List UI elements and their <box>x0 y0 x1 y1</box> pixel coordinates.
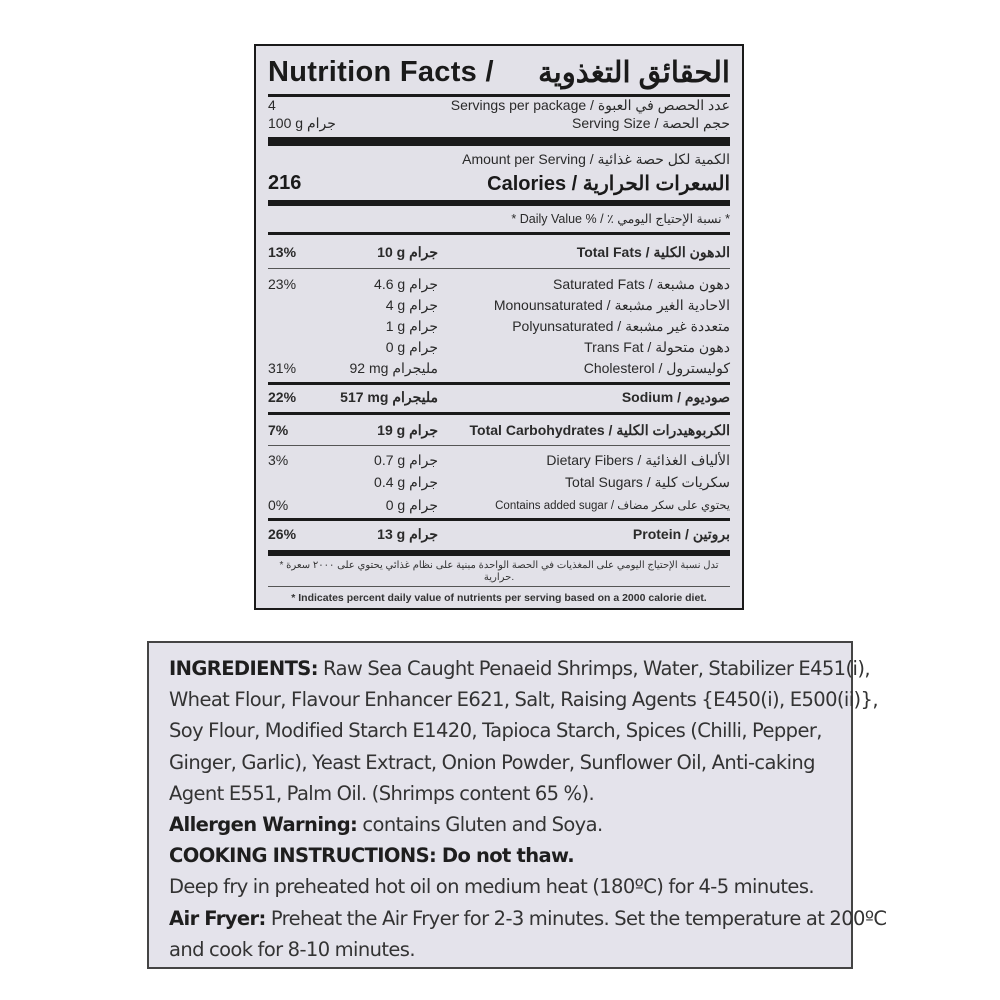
nutrient-label: Saturated Fats / دهون مشبعة <box>553 275 730 292</box>
nutrient-amount: 0 g جرام <box>385 338 438 355</box>
nutrient-amount: 4.6 g جرام <box>374 275 438 292</box>
divider <box>268 382 730 385</box>
nutrient-amount: 13 g جرام <box>377 525 438 542</box>
calories-value: 216 <box>268 171 302 194</box>
nutrient-label: Contains added sugar / يحتوي على سكر مضاف <box>495 500 730 512</box>
divider <box>268 586 730 587</box>
nutrient-label: Sodium / صوديوم <box>621 388 730 405</box>
nutrient-row <box>268 472 730 492</box>
nutrient-pct: 31% <box>268 360 297 376</box>
deep-fry-line: Deep fry in preheated hot oil on medium heat (180ºC) for 4-5 minutes. <box>169 875 814 899</box>
amount-per-serving: Amount per Serving / الكمية لكل حصة غذائية <box>462 150 730 167</box>
nutrient-row <box>268 387 730 407</box>
nutrient-row <box>268 495 730 515</box>
nutrition-facts-panel <box>254 44 744 610</box>
nutrient-amount: 4 g جرام <box>385 296 438 313</box>
divider <box>268 200 730 206</box>
nutrient-row <box>268 337 730 357</box>
allergen-heading: Allergen Warning: <box>169 813 358 837</box>
nutrient-label: Total Sugars / سكريات كلية <box>565 473 730 490</box>
nutrient-amount: 0 g جرام <box>385 496 438 513</box>
nutrient-row <box>268 420 730 440</box>
divider <box>268 412 730 415</box>
nutrient-pct: 7% <box>268 422 289 438</box>
ingredients-line: Soy Flour, Modified Starch E1420, Tapioca Starch, Spices (Chilli, Pepper, <box>169 719 822 743</box>
nutrient-label: Total Carbohydrates / الكربوهيدرات الكلية <box>469 421 730 438</box>
air-fryer-text: Preheat the Air Fryer for 2-3 minutes. Set the temperature at 200ºC <box>265 906 887 930</box>
ingredients-line <box>169 653 870 684</box>
nutrient-pct: 23% <box>268 276 297 292</box>
nutrient-label: Dietary Fibers / الألياف الغذائية <box>546 451 730 468</box>
air-fryer-heading: Air Fryer: <box>169 906 266 930</box>
footnote-en: * Indicates percent daily value of nutrients per serving based on a 2000 calorie diet. <box>291 592 707 604</box>
nutrient-row <box>268 524 730 544</box>
nutrient-pct: 13% <box>268 244 297 260</box>
ingredients-panel <box>147 641 887 969</box>
air-fryer-line-2: and cook for 8-10 minutes. <box>169 937 415 961</box>
ingredients-line: Agent E551, Palm Oil. (Shrimps content 65 %). <box>169 781 595 805</box>
nutrient-row <box>268 274 730 294</box>
nutrient-pct: 26% <box>268 526 297 542</box>
cooking-heading-line <box>169 840 835 871</box>
nutrient-row <box>268 316 730 336</box>
nutrient-label: Protein / بروتين <box>632 525 730 542</box>
nutrient-pct: 3% <box>268 452 289 468</box>
divider <box>268 445 730 446</box>
divider <box>268 232 730 235</box>
nutrition-title-en: Nutrition Facts / <box>268 55 494 88</box>
allergen-text: contains Gluten and Soya. <box>357 813 603 837</box>
divider <box>268 550 730 556</box>
servings-value: 4 <box>268 97 276 113</box>
nutrient-label: Monounsaturated / الاحادية الغير مشبعة <box>493 296 730 313</box>
nutrient-label: Trans Fat / دهون متحولة <box>584 338 730 355</box>
serving-size-value: 100 g جرام <box>268 114 336 131</box>
nutrient-row <box>268 358 730 378</box>
ingredients-line: Wheat Flour, Flavour Enhancer E621, Salt, Raising Agents {E450(i), E500(ii)}, <box>169 688 878 712</box>
allergen-line <box>169 809 835 840</box>
nutrient-amount: 19 g جرام <box>377 421 438 438</box>
nutrition-title-ar: الحقائق التغذوية <box>538 56 730 89</box>
nutrient-pct: 0% <box>268 497 289 513</box>
nutrient-amount: 1 g جرام <box>385 317 438 334</box>
nutrient-pct: 22% <box>268 389 297 405</box>
footnote-ar: * تدل نسبة الإحتياج اليومي على المغذيات في الحصة الواحدة مبنية على نظام غذائي يحتوي على ٢٠٠٠ سعرة حرارية. <box>279 560 719 583</box>
nutrient-row <box>268 242 730 262</box>
nutrient-amount: 517 mg مليجرام <box>340 388 438 405</box>
divider <box>268 268 730 269</box>
nutrient-amount: 0.4 g جرام <box>374 473 438 490</box>
daily-value-header: * Daily Value % / ٪ نسبة الإحتياج اليومي * <box>511 211 730 226</box>
ingredients-text-span: Raw Sea Caught Penaeid Shrimps, Water, Stabilizer E451(i), <box>317 657 870 680</box>
nutrient-label: Polyunsaturated / متعددة غير مشبعة <box>512 317 730 334</box>
ingredients-line: Ginger, Garlic), Yeast Extract, Onion Powder, Sunflower Oil, Anti-caking <box>169 750 815 774</box>
nutrient-row <box>268 450 730 470</box>
serving-size-label: Serving Size / حجم الحصة <box>571 114 730 131</box>
divider <box>268 518 730 521</box>
divider <box>268 137 730 146</box>
nutrient-amount: 10 g جرام <box>377 243 438 260</box>
nutrient-amount: 0.7 g جرام <box>374 451 438 468</box>
calories-row <box>268 168 730 198</box>
calories-label: Calories / السعرات الحرارية <box>487 172 730 195</box>
nutrient-row <box>268 295 730 315</box>
nutrient-label: Total Fats / الدهون الكلية <box>576 243 730 260</box>
ingredients-text <box>169 653 887 965</box>
nutrition-title <box>268 52 730 92</box>
ingredients-heading: INGREDIENTS: <box>169 657 318 680</box>
cooking-heading: COOKING INSTRUCTIONS: Do not thaw. <box>169 844 575 868</box>
nutrient-amount: 92 mg مليجرام <box>349 359 438 376</box>
servings-label: Servings per package / عدد الحصص في العبوة <box>450 96 730 113</box>
nutrient-label: Cholesterol / كوليسترول <box>583 359 730 376</box>
air-fryer-line <box>169 903 887 934</box>
